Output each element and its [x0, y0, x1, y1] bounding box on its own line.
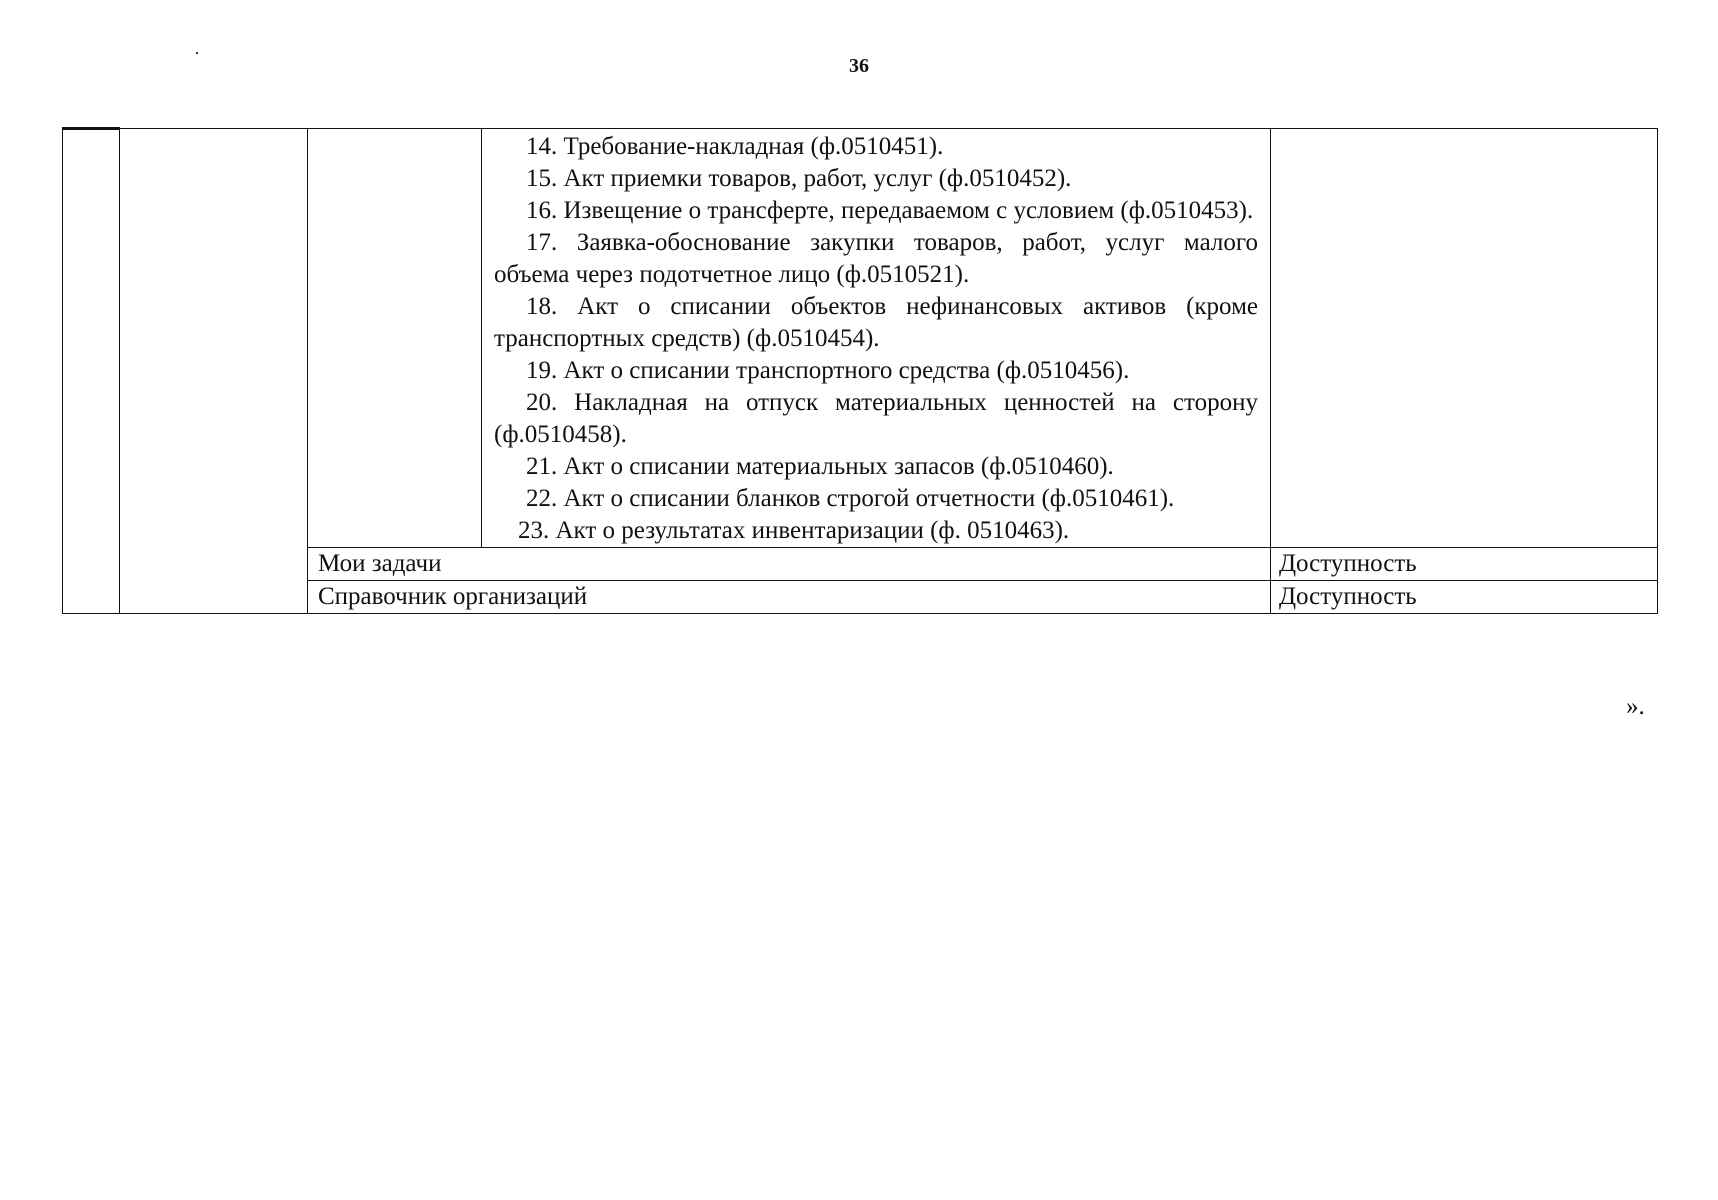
page-number: 36	[849, 55, 869, 77]
document-item: 21. Акт о списании материальных запасов (ф.0510460).	[526, 453, 1114, 480]
closing-quote: ».	[1626, 693, 1645, 720]
document-item: 23. Акт о результатах инвентаризации (ф. 0510463).	[518, 517, 1070, 544]
row-name: Справочник организаций	[308, 581, 1271, 614]
row-access: Доступность	[1271, 581, 1658, 614]
function-cell	[308, 129, 482, 548]
document-item: 20. Накладная на отпуск материальных ценностей на сторону (ф.0510458).	[494, 389, 1258, 448]
document-item: 18. Акт о списании объектов нефинансовых активов (кроме транспортных средств) (ф.0510454).	[494, 293, 1258, 352]
document-item: 15. Акт приемки товаров, работ, услуг (ф.0510452).	[526, 165, 1072, 192]
access-cell	[1271, 129, 1658, 548]
number-cell	[63, 129, 120, 614]
document-item: 14. Требование-накладная (ф.0510451).	[526, 133, 944, 160]
scan-speck	[196, 52, 198, 54]
row-name: Мои задачи	[308, 548, 1271, 581]
document-item: 16. Извещение о трансферте, передаваемом с условием (ф.0510453).	[526, 197, 1254, 224]
documents-row	[63, 129, 1658, 548]
row-access: Доступность	[1271, 548, 1658, 581]
functions-table	[62, 127, 1658, 614]
documents-cell	[482, 129, 1271, 548]
section-cell	[120, 129, 308, 614]
document-item: 17. Заявка-обоснование закупки товаров, работ, услуг малого объема через подотчетное лицо (ф.0510521).	[494, 229, 1258, 288]
document-item: 22. Акт о списании бланков строгой отчетности (ф.0510461).	[526, 485, 1175, 512]
document-item: 19. Акт о списании транспортного средства (ф.0510456).	[526, 357, 1130, 384]
